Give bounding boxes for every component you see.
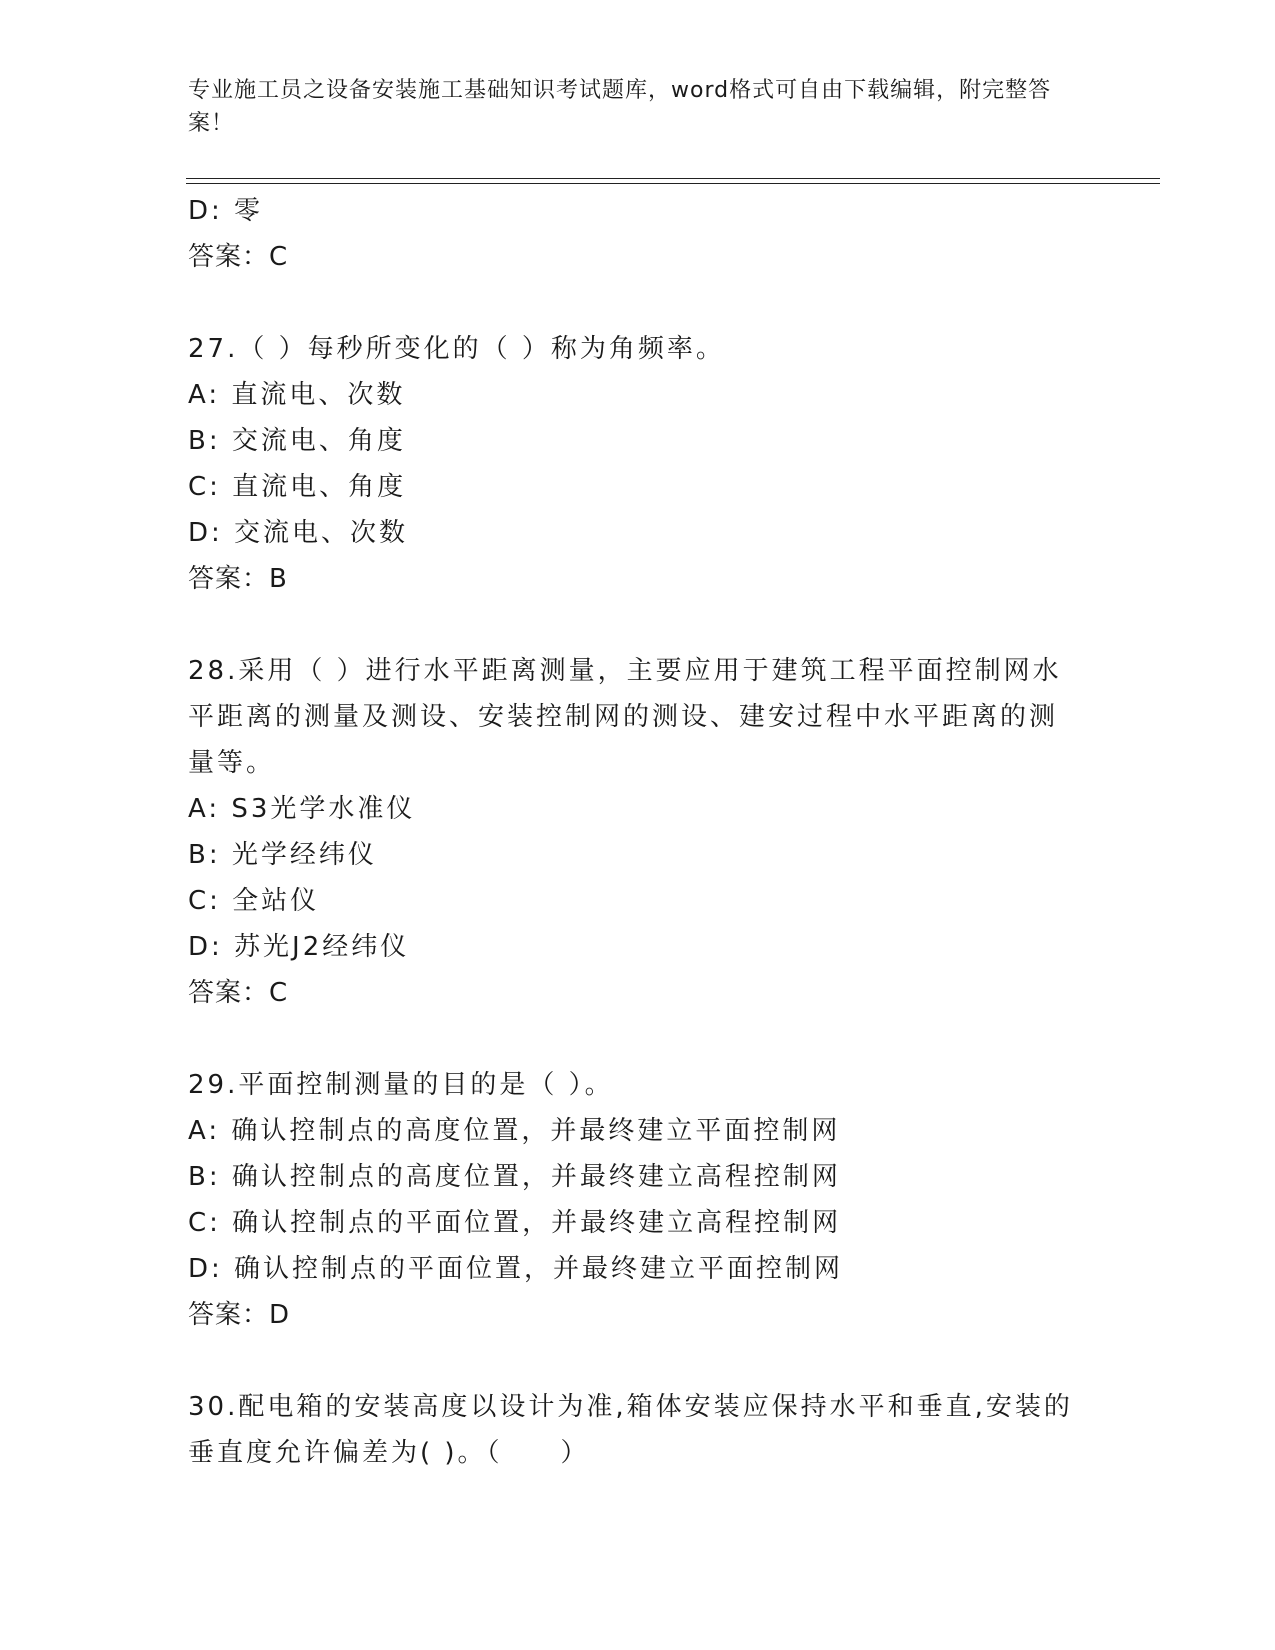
option-b: B: 确认控制点的高度位置，并最终建立高程控制网: [188, 1162, 841, 1192]
option-b: B: 交流电、角度: [188, 426, 406, 456]
option-c: C: 直流电、角度: [188, 472, 407, 502]
spacer: [188, 602, 1088, 648]
question-stem-line-2: 垂直度允许偏差为( )。（ ）: [188, 1438, 590, 1468]
spacer: [188, 1338, 1088, 1384]
question-27: [188, 326, 1088, 602]
option-d: D: 零: [188, 196, 264, 226]
answer: 答案：C: [188, 242, 289, 272]
spacer: [188, 1016, 1088, 1062]
question-30: [188, 1384, 1088, 1476]
option-c: C: 确认控制点的平面位置，并最终建立高程控制网: [188, 1208, 842, 1238]
question-26-tail: [188, 188, 1088, 280]
header-divider-bottom: [186, 183, 1160, 184]
question-stem-line-2: 平距离的测量及测设、安装控制网的测设、建安过程中水平距离的测: [188, 702, 1059, 732]
question-stem-line-3: 量等。: [188, 748, 276, 778]
header-divider-top: [186, 178, 1160, 179]
option-a: A: 直流电、次数: [188, 380, 406, 410]
option-d: D: 交流电、次数: [188, 518, 409, 548]
answer: 答案：C: [188, 978, 289, 1008]
option-c: C: 全站仪: [188, 886, 320, 916]
option-d: D: 确认控制点的平面位置，并最终建立平面控制网: [188, 1254, 844, 1284]
question-29: [188, 1062, 1088, 1338]
option-b: B: 光学经纬仪: [188, 840, 377, 870]
spacer: [188, 280, 1088, 326]
question-stem-line-1: 30.配电箱的安装高度以设计为准,箱体安装应保持水平和垂直,安装的: [188, 1392, 1073, 1422]
option-a: A: S3光学水准仪: [188, 794, 416, 824]
question-list: [188, 188, 1088, 1476]
answer: 答案：B: [188, 564, 288, 594]
answer: 答案：D: [188, 1300, 291, 1330]
question-28: [188, 648, 1088, 1016]
option-a: A: 确认控制点的高度位置，并最终建立平面控制网: [188, 1116, 841, 1146]
question-stem-line-1: 28.采用（ ）进行水平距离测量，主要应用于建筑工程平面控制网水: [188, 656, 1062, 686]
question-stem: 29.平面控制测量的目的是（ ）。: [188, 1070, 614, 1100]
question-stem: 27.（ ）每秒所变化的（ ）称为角频率。: [188, 334, 725, 364]
option-d: D: 苏光J2经纬仪: [188, 932, 410, 962]
document-header: 专业施工员之设备安装施工基础知识考试题库，word格式可自由下载编辑，附完整答案！: [188, 78, 1052, 136]
